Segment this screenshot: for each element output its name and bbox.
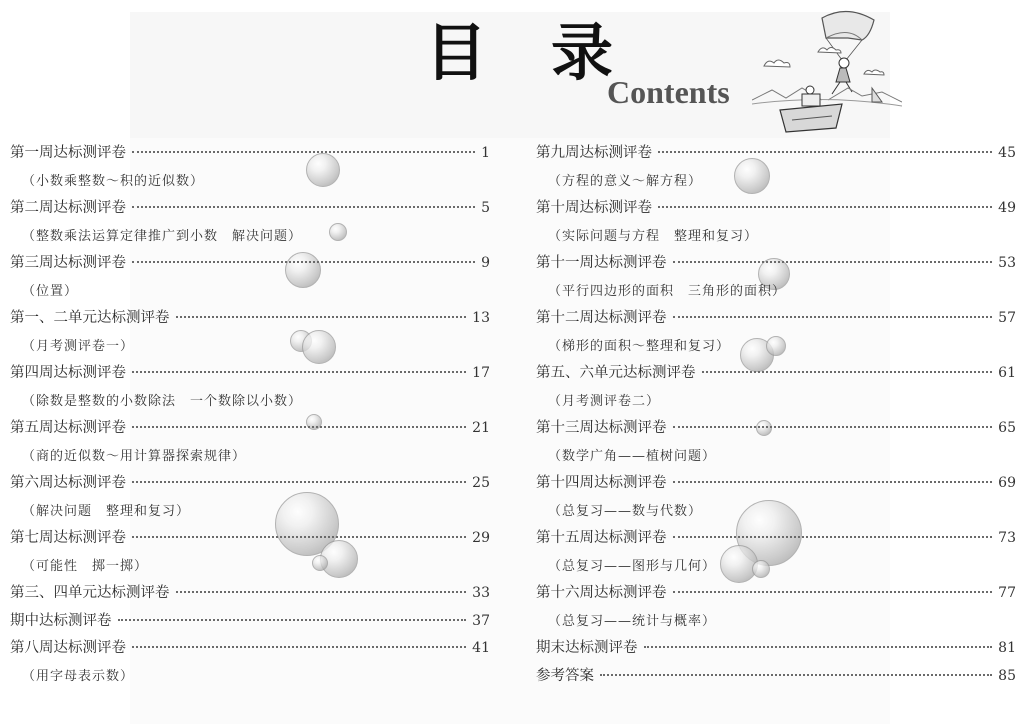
toc-entry-subtitle: （总复习——图形与几何）	[548, 558, 717, 574]
toc-entry-subtitle: （月考测评卷一）	[22, 338, 135, 354]
toc-entry-subtitle: （小数乘整数～积的近似数）	[22, 173, 205, 189]
toc-entry-title[interactable]: 第十二周达标测评卷	[536, 310, 667, 326]
toc-entry-title[interactable]: 期中达标测评卷	[10, 612, 112, 629]
toc-entry[interactable]	[536, 305, 1016, 360]
page-title-chinese: 目录	[425, 16, 678, 89]
leader-dots	[644, 646, 993, 648]
leader-dots	[702, 371, 993, 373]
toc-entry-title[interactable]: 第六周达标测评卷	[10, 475, 126, 491]
toc-entry[interactable]	[10, 525, 490, 580]
toc-entry-page: 57	[998, 310, 1016, 326]
parachute-girl-and-boat-illustration	[752, 8, 902, 138]
toc-entry-page: 37	[472, 612, 490, 629]
toc-entry-title[interactable]: 第五周达标测评卷	[10, 420, 126, 436]
leader-dots	[673, 426, 993, 428]
toc-entry-subtitle: （方程的意义～解方程）	[548, 173, 703, 189]
toc-entry[interactable]	[536, 635, 1016, 663]
leader-dots	[132, 371, 466, 373]
toc-entry-title[interactable]: 期末达标测评卷	[536, 640, 638, 656]
toc-entry-subtitle: （整数乘法运算定律推广到小数 解决问题）	[22, 228, 303, 244]
toc-entry[interactable]	[10, 470, 490, 525]
toc-entry-subtitle: （数学广角——植树问题）	[548, 448, 717, 464]
toc-entry-page: 1	[481, 145, 490, 161]
toc-entry-title[interactable]: 第十一周达标测评卷	[536, 255, 667, 271]
toc-entry-title[interactable]: 第三周达标测评卷	[10, 255, 126, 271]
leader-dots	[132, 206, 475, 208]
leader-dots	[673, 316, 993, 318]
toc-entry-page: 17	[472, 365, 490, 381]
toc-entry-subtitle: （解决问题 整理和复习）	[22, 503, 191, 519]
toc-entry[interactable]	[10, 305, 490, 360]
toc-entry-title[interactable]: 第十周达标测评卷	[536, 200, 652, 216]
toc-entry[interactable]	[10, 195, 490, 250]
toc-entry-page: 85	[998, 667, 1016, 684]
toc-entry-title[interactable]: 第十四周达标测评卷	[536, 475, 667, 491]
toc-entry[interactable]	[536, 663, 1016, 691]
toc-entry-page: 77	[998, 585, 1016, 601]
leader-dots	[673, 536, 993, 538]
page-title-english: Contents	[607, 74, 730, 110]
toc-entry-title[interactable]: 第一周达标测评卷	[10, 145, 126, 161]
leader-dots	[658, 206, 992, 208]
toc-entry-page: 21	[472, 420, 490, 436]
toc-entry-subtitle: （月考测评卷二）	[548, 393, 661, 409]
leader-dots	[176, 316, 467, 318]
toc-entry[interactable]	[536, 250, 1016, 305]
toc-entry-page: 33	[472, 585, 490, 601]
toc-entry-title[interactable]: 第二周达标测评卷	[10, 200, 126, 216]
toc-entry[interactable]	[10, 140, 490, 195]
toc-entry-subtitle: （梯形的面积～整理和复习）	[548, 338, 731, 354]
toc-entry-page: 5	[481, 200, 490, 216]
toc-entry-page: 49	[998, 200, 1016, 216]
toc-entry-page: 13	[472, 310, 490, 326]
toc-entry-title[interactable]: 第十三周达标测评卷	[536, 420, 667, 436]
leader-dots	[132, 536, 466, 538]
leader-dots	[132, 261, 475, 263]
toc-entry-subtitle: （除数是整数的小数除法 一个数除以小数）	[22, 393, 303, 409]
toc-entry[interactable]	[10, 608, 490, 636]
toc-entry-subtitle: （总复习——数与代数）	[548, 503, 703, 519]
toc-entry[interactable]	[10, 635, 490, 690]
toc-entry-page: 29	[472, 530, 490, 546]
toc-entry[interactable]	[536, 360, 1016, 415]
toc-entry-title[interactable]: 第十五周达标测评卷	[536, 530, 667, 546]
toc-entry-page: 65	[998, 420, 1016, 436]
toc-entry-page: 45	[998, 145, 1016, 161]
toc-entry-subtitle: （实际问题与方程 整理和复习）	[548, 228, 759, 244]
toc-entry-subtitle: （商的近似数～用计算器探索规律）	[22, 448, 247, 464]
leader-dots	[118, 619, 467, 621]
leader-dots	[132, 481, 466, 483]
toc-entry-title[interactable]: 第十六周达标测评卷	[536, 585, 667, 601]
toc-entry-subtitle: （平行四边形的面积 三角形的面积）	[548, 283, 787, 299]
toc-entry[interactable]	[10, 250, 490, 305]
leader-dots	[132, 151, 475, 153]
toc-entry-subtitle: （位置）	[22, 283, 79, 299]
toc-entry-title[interactable]: 第五、六单元达标测评卷	[536, 365, 696, 381]
toc-entry-page: 69	[998, 475, 1016, 491]
toc-entry-page: 53	[998, 255, 1016, 271]
toc-entry-title[interactable]: 第八周达标测评卷	[10, 640, 126, 656]
toc-entry-subtitle: （总复习——统计与概率）	[548, 613, 717, 629]
toc-entry[interactable]	[10, 360, 490, 415]
leader-dots	[600, 674, 992, 676]
toc-entry-title[interactable]: 第九周达标测评卷	[536, 145, 652, 161]
toc-entry-page: 41	[472, 640, 490, 656]
toc-entry-page: 25	[472, 475, 490, 491]
leader-dots	[132, 426, 466, 428]
toc-entry[interactable]	[536, 525, 1016, 580]
toc-entry-page: 73	[998, 530, 1016, 546]
toc-entry[interactable]	[536, 580, 1016, 635]
toc-entry[interactable]	[536, 140, 1016, 195]
toc-entry[interactable]	[536, 195, 1016, 250]
toc-entry[interactable]	[10, 415, 490, 470]
leader-dots	[673, 481, 993, 483]
toc-entry-page: 81	[998, 640, 1016, 656]
toc-entry-subtitle: （可能性 掷一掷）	[22, 558, 149, 574]
toc-left-column	[10, 140, 490, 690]
toc-entry-title[interactable]: 第一、二单元达标测评卷	[10, 310, 170, 326]
toc-entry-title[interactable]: 第三、四单元达标测评卷	[10, 585, 170, 601]
toc-entry-page: 61	[998, 365, 1016, 381]
toc-entry-title[interactable]: 第七周达标测评卷	[10, 530, 126, 546]
leader-dots	[673, 591, 993, 593]
header	[0, 0, 1024, 140]
toc-entry[interactable]	[10, 580, 490, 608]
leader-dots	[132, 646, 466, 648]
leader-dots	[176, 591, 467, 593]
toc-entry-title[interactable]: 参考答案	[536, 667, 594, 684]
toc-entry-page: 9	[481, 255, 490, 271]
toc-entry-subtitle: （用字母表示数）	[22, 668, 135, 684]
toc-entry-title[interactable]: 第四周达标测评卷	[10, 365, 126, 381]
leader-dots	[658, 151, 992, 153]
toc-entry[interactable]	[536, 470, 1016, 525]
toc-right-column	[536, 140, 1016, 690]
toc-entry[interactable]	[536, 415, 1016, 470]
leader-dots	[673, 261, 993, 263]
